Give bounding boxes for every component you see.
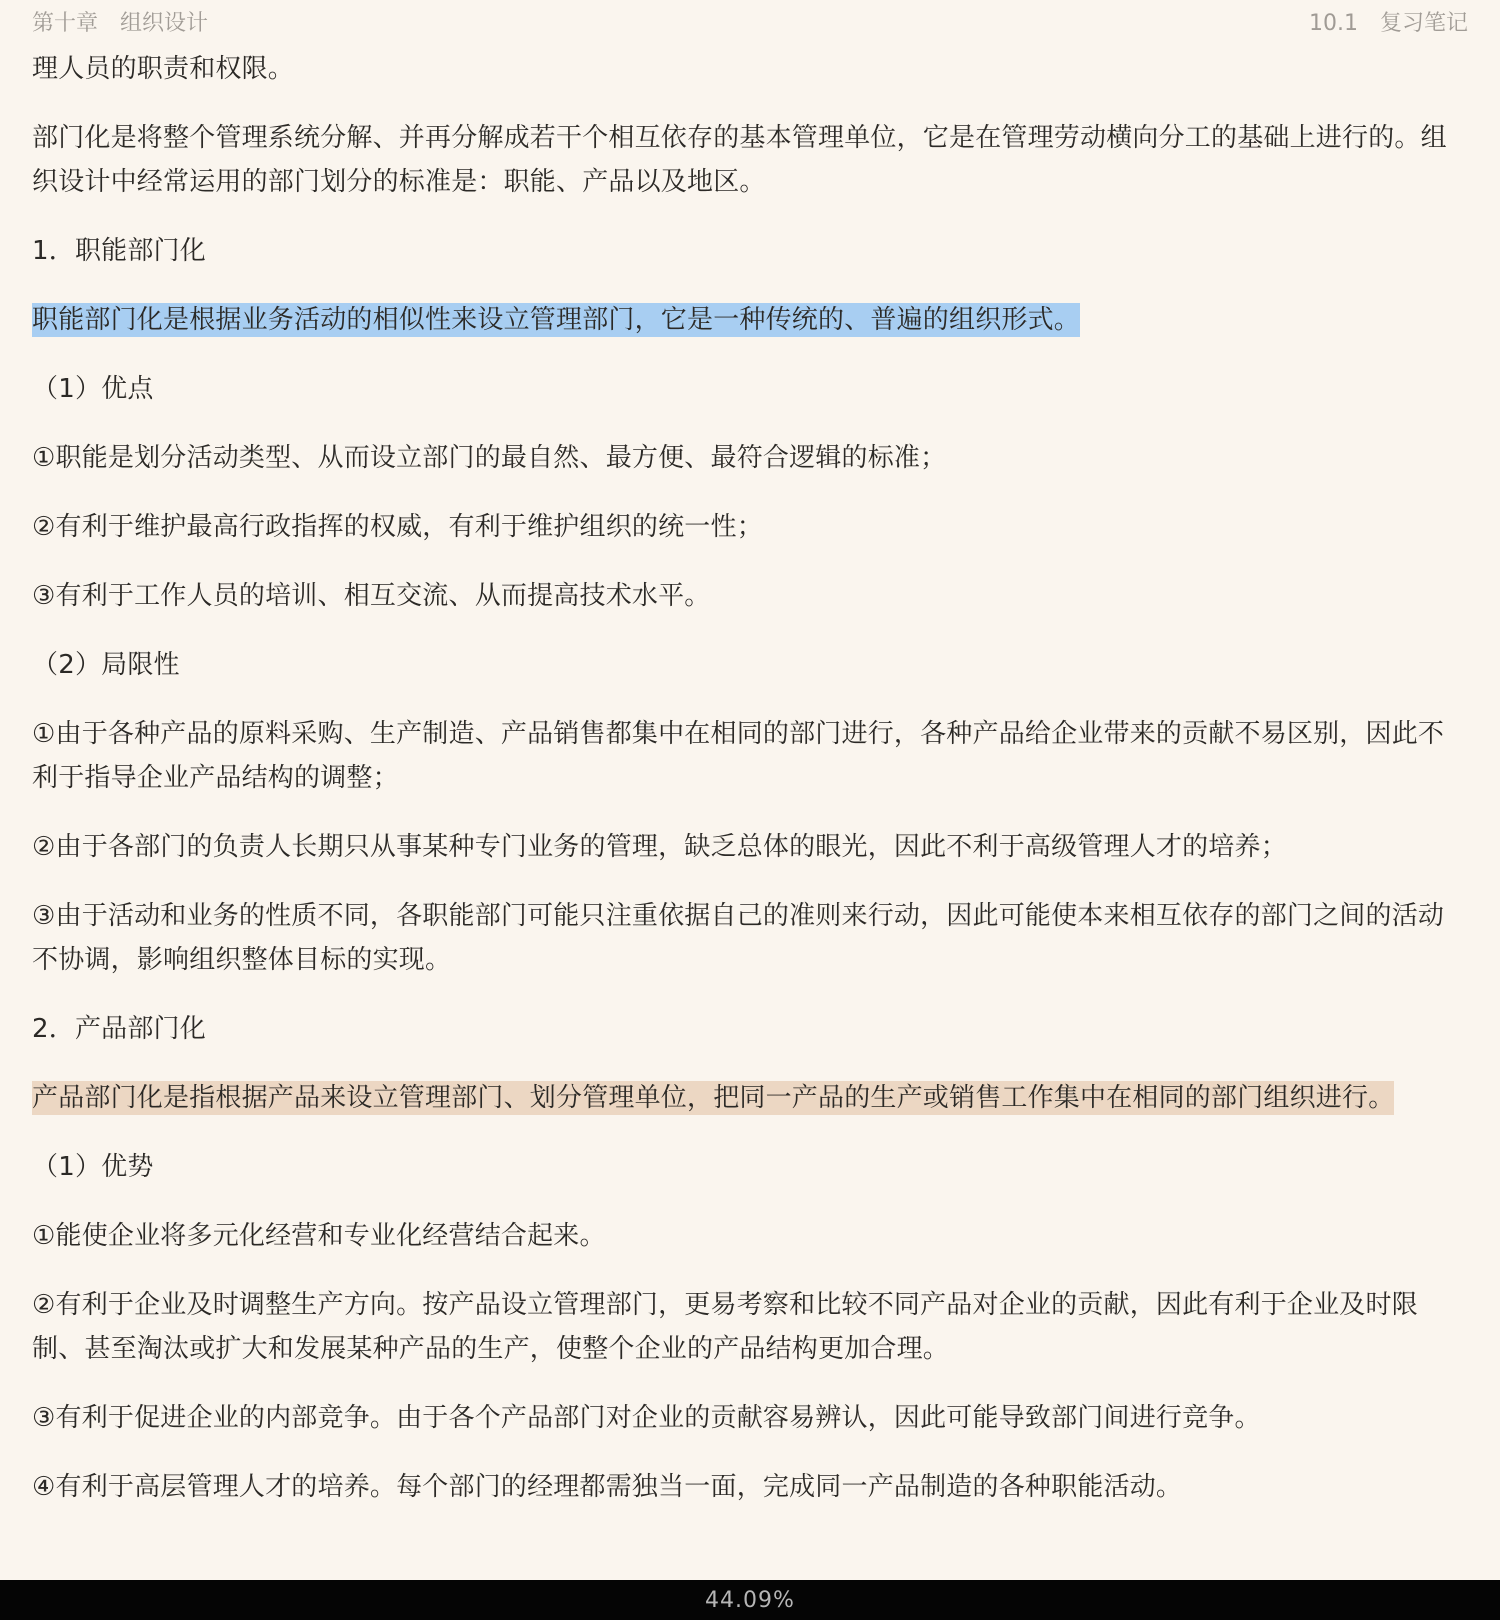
highlighted-paragraph-tan[interactable] [32,1076,1462,1120]
chapter-title: 组织设计 [120,10,209,36]
section-heading [1309,6,1468,37]
list-item[interactable]: ②有利于维护最高行政指挥的权威，有利于维护组织的统一性； [32,512,763,542]
highlighted-paragraph-blue[interactable] [32,298,1462,342]
reader-content [32,47,1462,1534]
list-item[interactable]: ③由于活动和业务的性质不同，各职能部门可能只注重依据自己的准则来行动，因此可能使本来相互依存的部门之间的活动不协调，影响组织整体目标的实现。 [32,901,1445,975]
chapter-heading [32,6,208,37]
list-item[interactable]: ②由于各部门的负责人长期只从事某种专门业务的管理，缺乏总体的眼光，因此不利于高级管理人才的培养； [32,832,1287,862]
section-heading-2[interactable]: 2．产品部门化 [32,1014,206,1044]
section-title: 复习笔记 [1379,10,1468,36]
reading-progress-bar [0,1580,1500,1620]
list-item[interactable]: ③有利于促进企业的内部竞争。由于各个产品部门对企业的贡献容易辨认，因此可能导致部门间进行竞争。 [32,1403,1261,1433]
list-item[interactable]: ①能使企业将多元化经营和专业化经营结合起来。 [32,1221,606,1251]
highlight-blue[interactable]: 职能部门化是根据业务活动的相似性来设立管理部门，它是一种传统的、普遍的组织形式。 [32,305,1081,335]
list-item[interactable]: ③有利于工作人员的培训、相互交流、从而提高技术水平。 [32,581,711,611]
subheading[interactable]: （1）优点 [32,374,154,404]
paragraph[interactable]: 部门化是将整个管理系统分解、并再分解成若干个相互依存的基本管理单位，它是在管理劳动横向分工的基础上进行的。组织设计中经常运用的部门划分的标准是：职能、产品以及地区。 [32,123,1447,197]
list-item[interactable]: ④有利于高层管理人才的培养。每个部门的经理都需独当一面，完成同一产品制造的各种职能活动。 [32,1472,1183,1502]
subheading[interactable]: （1）优势 [32,1152,154,1182]
page-header [32,0,1468,42]
highlight-tan[interactable]: 产品部门化是指根据产品来设立管理部门、划分管理单位，把同一产品的生产或销售工作集中在相同的部门组织进行。 [32,1083,1395,1113]
paragraph[interactable]: 理人员的职责和权限。 [32,54,295,84]
list-item[interactable]: ①由于各种产品的原料采购、生产制造、产品销售都集中在相同的部门进行，各种产品给企业带来的贡献不易区别，因此不利于指导企业产品结构的调整； [32,719,1445,793]
list-item[interactable]: ①职能是划分活动类型、从而设立部门的最自然、最方便、最符合逻辑的标准； [32,443,947,473]
section-heading-1[interactable]: 1．职能部门化 [32,236,206,266]
list-item[interactable]: ②有利于企业及时调整生产方向。按产品设立管理部门，更易考察和比较不同产品对企业的贡献，因此有利于企业及时限制、甚至淘汰或扩大和发展某种产品的生产，使整个企业的产品结构更加合理。 [32,1290,1418,1364]
subheading[interactable]: （2）局限性 [32,650,180,680]
reading-progress: 44.09% [705,1587,795,1613]
section-number: 10.1 [1309,10,1358,36]
chapter-number: 第十章 [32,10,99,36]
